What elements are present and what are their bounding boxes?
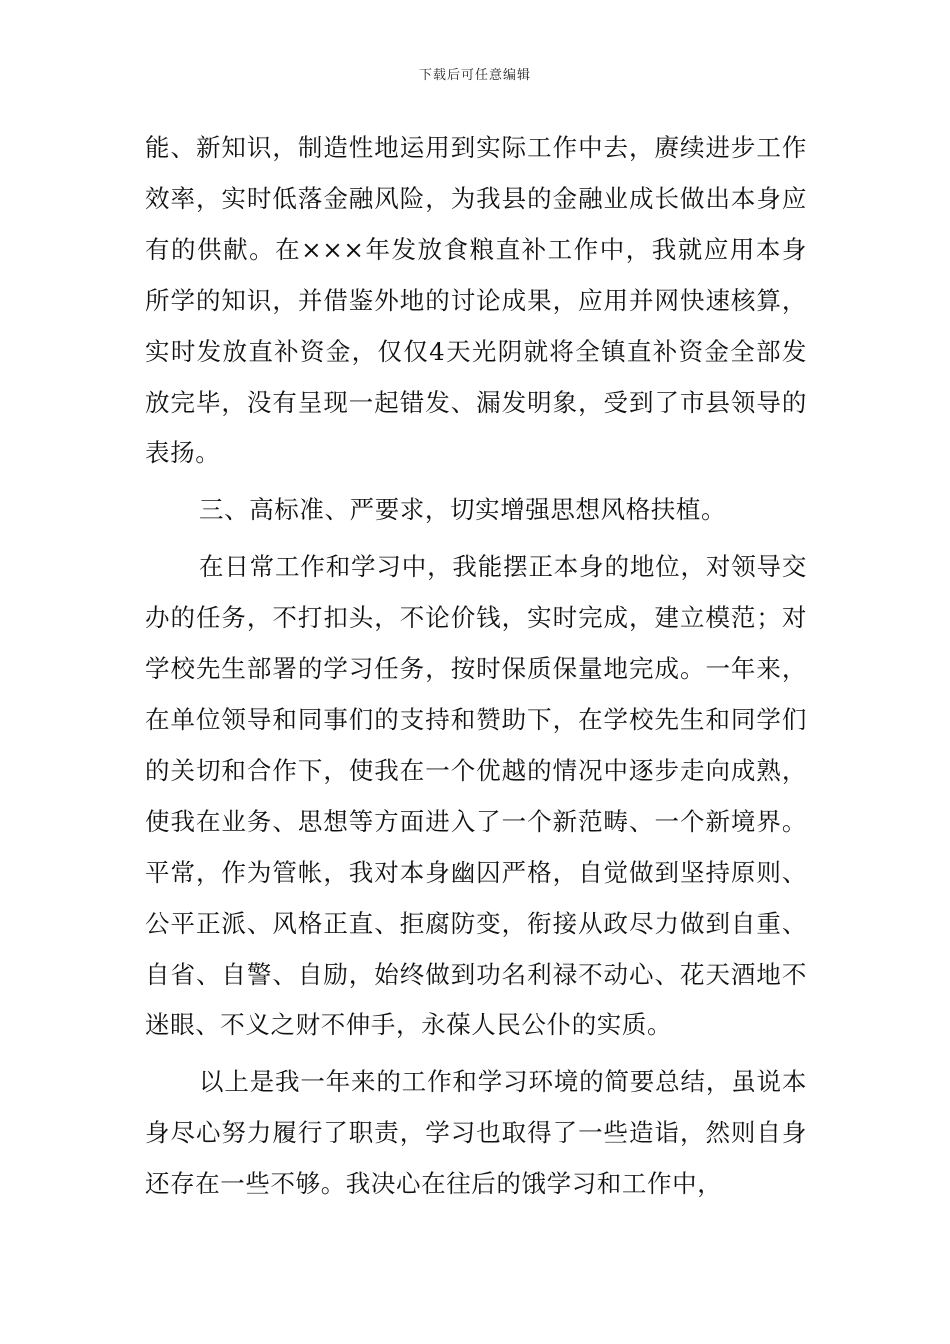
page-header: 下载后可任意编辑 — [418, 68, 531, 83]
paragraph-continuation: 能、新知识，制造性地运用到实际工作中去，赓续进步工作效率，实时低落金融风险，为我县的金融业成长做出本身应有的供献。在×××年发放食粮直补工作中，我就应用本身所学的知识，并借鉴外地的讨论成果，应用并网快速核算，实时发放直补资金，仅仅4天光阴就将全镇直补资金全部发放完毕，没有呈现一起错发、漏发明象，受到了市县领导的表扬。 — [145, 133, 807, 468]
section-heading: 三、高标准、严要求，切实增强思想风格扶植。 — [199, 495, 727, 525]
paragraph-work-style: 在日常工作和学习中，我能摆正本身的地位，对领导交办的任务，不打扣头，不论价钱，实时完成，建立模范；对学校先生部署的学习任务，按时保质保量地完成。一年来，在单位领导和同事们的支持和赞助下，在学校先生和同学们的关切和合作下，使我在一个优越的情况中逐步走向成熟，使我在业务、思想等方面进入了一个新范畴、一个新境界。平常，作为管帐，我对本身幽囚严格，自觉做到坚持原则、公平正派、风格正直、拒腐防变，衔接从政尽力做到自重、自省、自警、自励，始终做到功名利禄不动心、花天酒地不迷眼、不义之财不伸手，永葆人民公仆的实质。 — [145, 552, 807, 1040]
paragraph-summary: 以上是我一年来的工作和学习环境的简要总结，虽说本身尽心努力履行了职责，学习也取得了一些造诣，然则自身还存在一些不够。我决心在往后的饿学习和工作中， — [145, 1067, 807, 1199]
document-body — [145, 123, 807, 1210]
